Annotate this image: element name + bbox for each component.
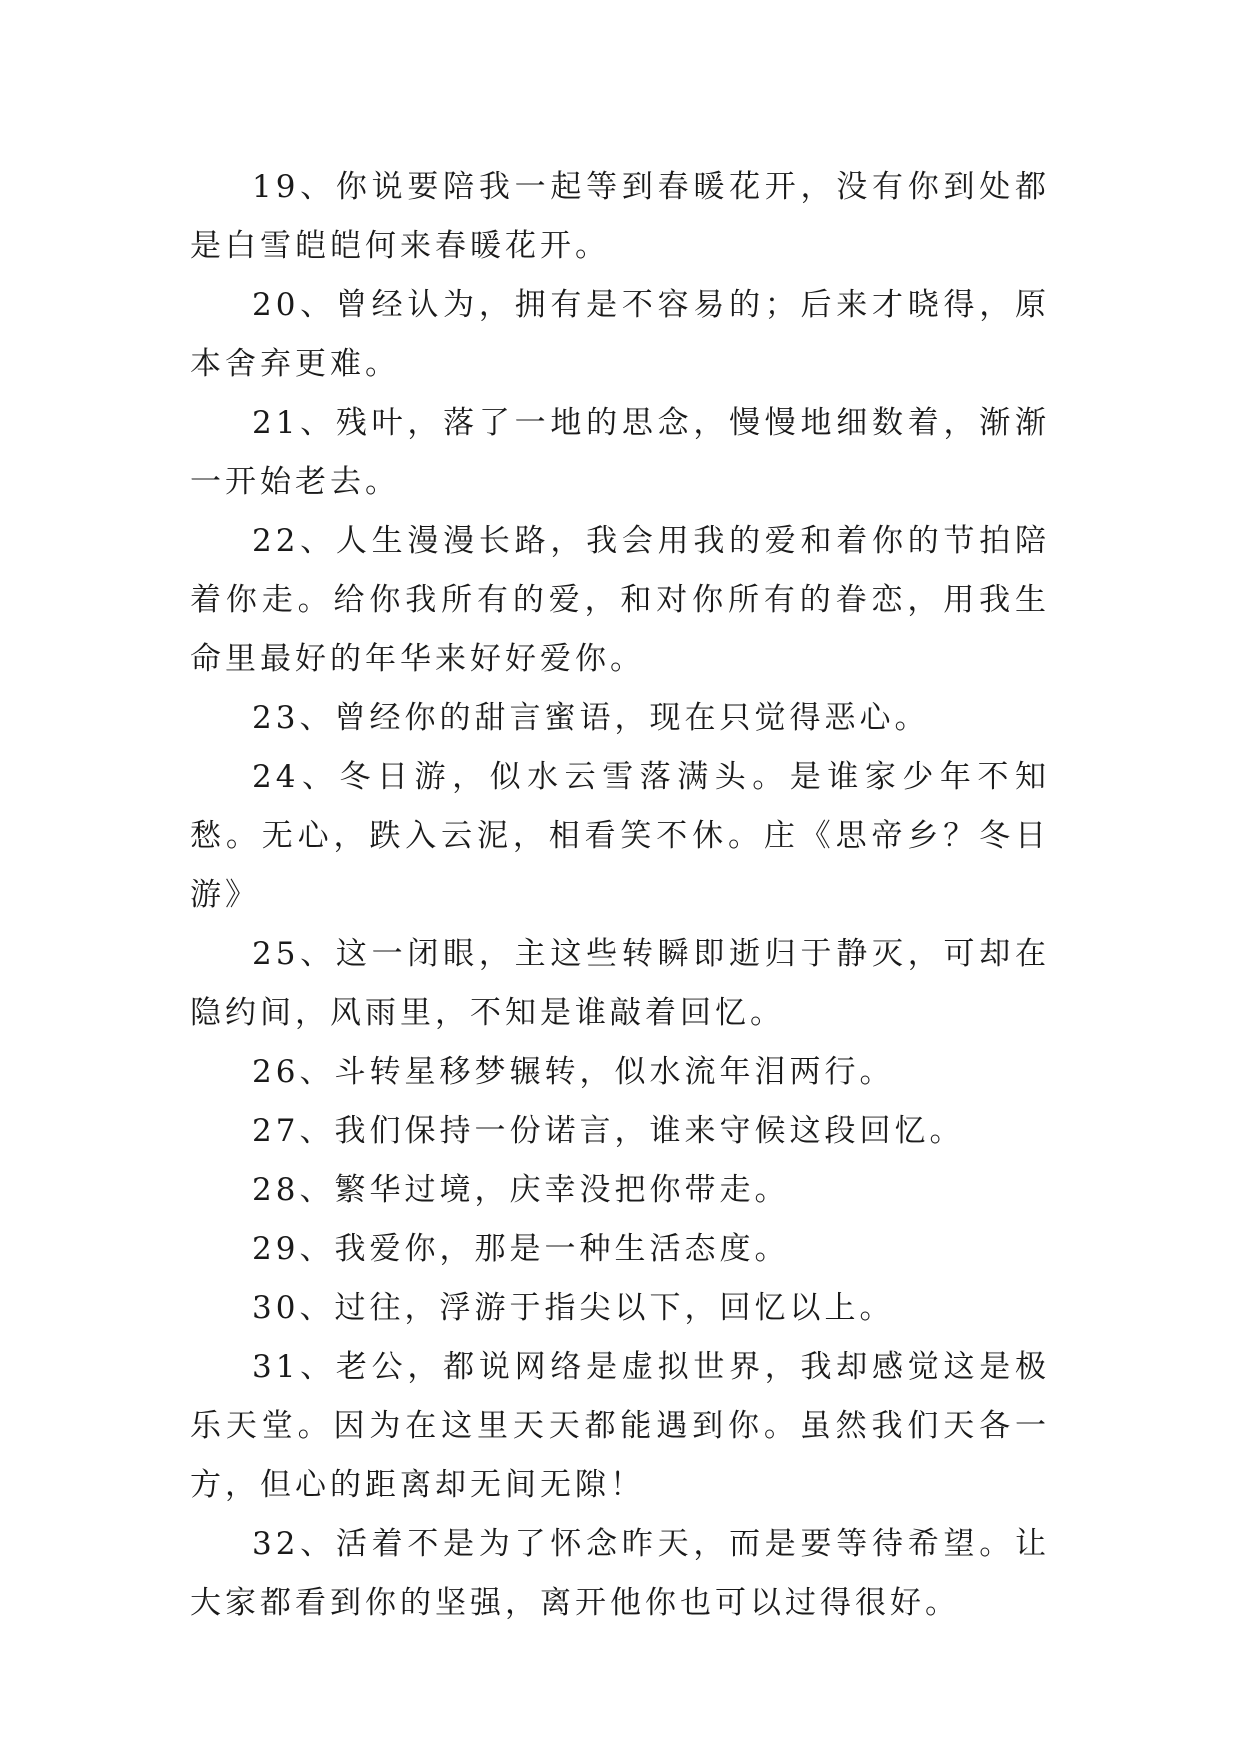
paragraph-23: 23、曾经你的甜言蜜语，现在只觉得恶心。 bbox=[252, 700, 930, 736]
paragraph-27: 27、我们保持一份诺言，谁来守候这段回忆。 bbox=[252, 1113, 965, 1149]
paragraph-30: 30、过往，浮游于指尖以下，回忆以上。 bbox=[252, 1290, 895, 1326]
document-body bbox=[190, 158, 1050, 1633]
paragraph-28: 28、繁华过境，庆幸没把你带走。 bbox=[252, 1172, 790, 1208]
paragraph-25: 25、这一闭眼，主这些转瞬即逝归于静灭，可却在隐约间，风雨里，不知是谁敲着回忆。 bbox=[190, 936, 1050, 1031]
paragraph-31: 31、老公，都说网络是虚拟世界，我却感觉这是极乐天堂。因为在这里天天都能遇到你。虽然我们天各一方，但心的距离却无间无隙！ bbox=[190, 1349, 1050, 1503]
paragraph-22: 22、人生漫漫长路，我会用我的爱和着你的节拍陪着你走。给你我所有的爱，和对你所有的眷恋，用我生命里最好的年华来好好爱你。 bbox=[190, 523, 1050, 677]
paragraph-24: 24、冬日游，似水云雪落满头。是谁家少年不知愁。无心，跌入云泥，相看笑不休。庄《思帝乡？冬日游》 bbox=[190, 759, 1050, 913]
paragraph-19: 19、你说要陪我一起等到春暖花开，没有你到处都是白雪皑皑何来春暖花开。 bbox=[190, 169, 1050, 264]
paragraph-21: 21、残叶，落了一地的思念，慢慢地细数着，渐渐一开始老去。 bbox=[190, 405, 1050, 500]
paragraph-32: 32、活着不是为了怀念昨天，而是要等待希望。让大家都看到你的坚强，离开他你也可以过得很好。 bbox=[190, 1526, 1050, 1621]
paragraph-20: 20、曾经认为，拥有是不容易的；后来才晓得，原本舍弃更难。 bbox=[190, 287, 1050, 382]
paragraph-26: 26、斗转星移梦辗转，似水流年泪两行。 bbox=[252, 1054, 895, 1090]
paragraph-29: 29、我爱你，那是一种生活态度。 bbox=[252, 1231, 790, 1267]
